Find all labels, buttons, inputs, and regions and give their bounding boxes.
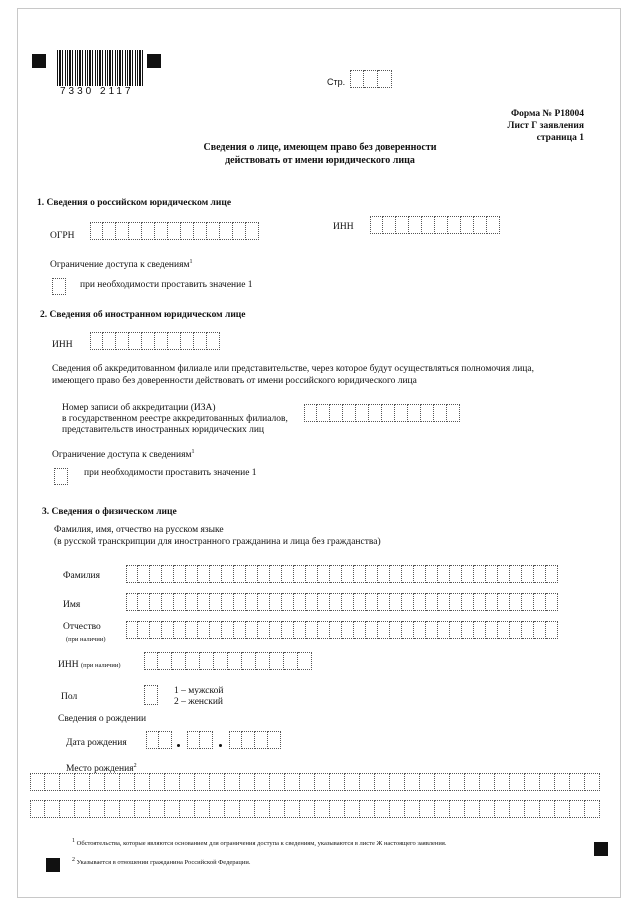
birth-year-field[interactable] [229,731,281,749]
barcode-number: 7330 2117 [60,86,134,97]
footnote-2: 2 Указывается в отношении гражданина Российской Федерации. [72,857,251,867]
restriction-hint-s1: при необходимости проставить значение 1 [80,280,253,290]
fio-label-line1: Фамилия, имя, отчество на русском языке [54,525,224,535]
footnote-1: 1 Обстоятельства, которые являются основанием для ограничения доступа к сведениям, указываются в листе Ж настоящего заявления. [72,838,447,848]
birth-place-field-row1[interactable] [30,773,600,791]
form-sheet: Лист Г заявления [507,121,584,131]
gender-option-male: 1 – мужской [174,686,224,696]
inn-label-s1: ИНН [333,222,354,232]
record-label-line1: Номер записи об аккредитации (ИЗА) [62,403,216,413]
surname-label: Фамилия [63,571,101,581]
page-number-field[interactable] [350,70,392,88]
record-number-field[interactable] [304,404,460,422]
corner-marker-top-left [32,54,46,68]
ogrn-label: ОГРН [50,231,75,241]
date-separator [177,744,180,747]
corner-marker-top-right [147,54,161,68]
inn-field-s1[interactable] [370,216,500,234]
patronymic-label: Отчество [63,622,101,632]
gender-field[interactable] [144,685,158,705]
inn-label-s3: ИНН (при наличии) [58,660,121,670]
birth-date-label: Дата рождения [66,738,127,748]
restriction-label-s2: Ограничение доступа к сведениям$^1$ [52,449,195,461]
gender-label: Пол [61,692,78,702]
gender-option-female: 2 – женский [174,697,223,707]
title-line2: действовать от имени юридического лица [225,155,415,166]
restriction-label-s1: Ограничение доступа к сведениям$^1$ [50,259,193,271]
section2-heading: 2. Сведения об иностранном юридическом лице [40,310,246,320]
fio-label-line2: (в русской транскрипции для иностранного гражданина и лица без гражданства) [54,537,381,547]
title-line1: Сведения о лице, имеющем право без доверенности [203,142,437,153]
section3-heading: 3. Сведения о физическом лице [42,507,177,517]
corner-marker-bottom-right [594,842,608,856]
restriction-field-s2[interactable] [54,468,68,485]
page-label: Стр. [327,77,346,87]
name-field[interactable] [126,593,558,611]
record-label-line2: в государственном реестре аккредитованных филиалов, [62,414,288,424]
restriction-hint-s2: при необходимости проставить значение 1 [84,468,257,478]
inn-field-s3[interactable] [144,652,312,670]
barcode [57,50,143,86]
branch-info-line2: имеющего право без доверенности действовать от имени российского юридического лица [52,376,417,386]
corner-marker-bottom-left [46,858,60,872]
branch-info-line1: Сведения об аккредитованном филиале или представительстве, через которое будут осуществляться полномочия лица, [52,364,534,374]
inn-field-s2[interactable] [90,332,220,350]
birth-place-field-row2[interactable] [30,800,600,818]
patronymic-note: (при наличии) [66,636,106,643]
patronymic-field[interactable] [126,621,558,639]
birth-info-label: Сведения о рождении [58,714,147,724]
record-label-line3: представительств иностранных юридических лиц [62,425,265,435]
form-page: страница 1 [536,133,584,143]
name-label: Имя [63,600,81,610]
surname-field[interactable] [126,565,558,583]
birth-place-label: Место рождения$^2$ [66,763,137,775]
form-number: Форма № Р18004 [510,109,584,119]
date-separator [219,744,222,747]
section1-heading: 1. Сведения о российском юридическом лице [37,198,232,208]
restriction-field-s1[interactable] [52,278,66,295]
birth-month-field[interactable] [187,731,213,749]
ogrn-field[interactable] [90,222,259,240]
birth-day-field[interactable] [146,731,172,749]
inn-label-s2: ИНН [52,340,73,350]
